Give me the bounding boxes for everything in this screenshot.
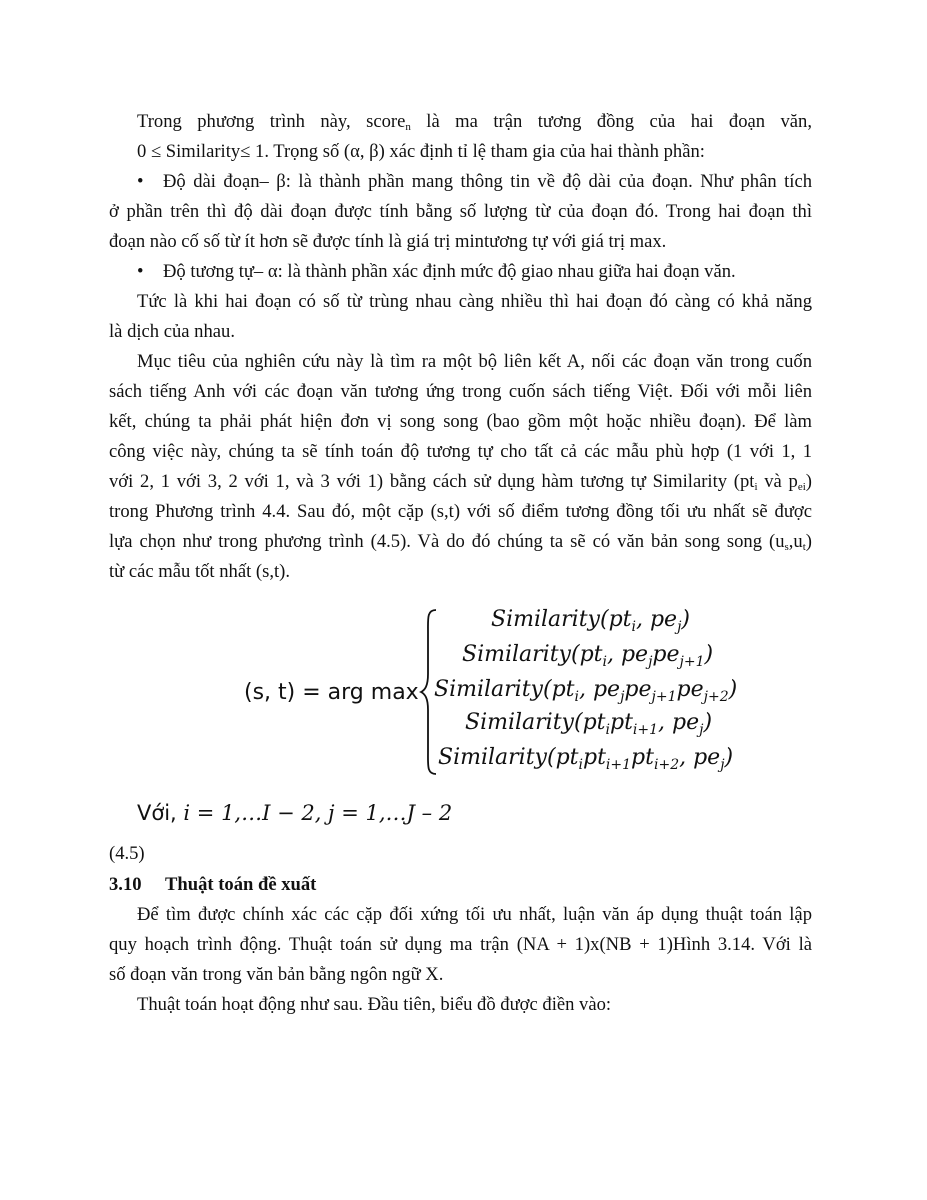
equation-case-2: $Similarity(pt_i$, $pe_jpe_{j+1}$) (462, 642, 714, 670)
equation-case-4: $Similarity(pt_ipt_{i+1}$, $pe_j$) (465, 710, 713, 738)
left-brace-icon (419, 608, 439, 776)
paragraph-3-line-5: với 2, 1 với 3, 2 với 1, và 3 với 1) bằng cách sử dụng hàm tương tự Similarity ($pt_i$ và $p_{ei}$) (109, 471, 812, 493)
paragraph-2-line-2: là dịch của nhau. (109, 321, 235, 342)
paragraph-3-line-4: công việc này, chúng ta sẽ tính toán độ tương tự cho tất cả các mẫu phù hợp (1 với 1, 1 (109, 441, 812, 462)
bullet-2-line-1: • Độ tương tự– α: là thành phần xác định mức độ giao nhau giữa hai đoạn văn. (137, 261, 736, 282)
equation-case-1: $Similarity(pt_i$, $pe_j$) (491, 607, 691, 635)
equation-case-5: $Similarity(pt_ipt_{i+1}pt_{i+2}$, $pe_j$) (438, 745, 734, 773)
paragraph-3-line-1: Mục tiêu của nghiên cứu này là tìm ra một bộ liên kết A, nối các đoạn văn trong cuốn (137, 351, 812, 372)
section-title: Thuật toán đề xuất (165, 874, 317, 895)
paragraph-5-line-1: Thuật toán hoạt động như sau. Đầu tiên, biểu đồ được điền vào: (137, 994, 612, 1015)
paragraph-4-line-1: Để tìm được chính xác các cặp đối xứng tối ưu nhất, luận văn áp dụng thuật toán lập (137, 904, 812, 925)
bullet-icon: • (137, 171, 144, 192)
bullet-1-line-2: ở phần trên thì độ dài đoạn được tính bằng số lượng từ của đoạn đó. Trong hai đoạn thì (109, 201, 812, 222)
section-heading (109, 873, 812, 897)
paragraph-3-line-7: lựa chọn như trong phương trình (4.5). Và do đó chúng ta sẽ có văn bản song song $(u_s,u_t)$ (109, 531, 812, 553)
paragraph-1-line-1: Trong phương trình này, score$_n$ là ma trận tương đồng của hai đoạn văn, (137, 111, 812, 133)
paragraph-1-line-2: 0 ≤ Similarity≤ 1. Trọng số (α, β) xác định tỉ lệ tham gia của hai thành phần: (137, 141, 705, 162)
equation-lhs: (s, t) = arg max (244, 680, 419, 705)
equation-case-3: $Similarity(pt_i$, $pe_jpe_{j+1}pe_{j+2}$) (434, 677, 738, 705)
equation-condition: Với, i = 1,…I − 2, j = 1,…J – 2 (137, 801, 453, 825)
equation-number: (4.5) (109, 843, 145, 864)
paragraph-3-line-6: trong Phương trình 4.4. Sau đó, một cặp (s,t) với số điểm tương đồng tối ưu nhất sẽ được (109, 501, 812, 522)
paragraph-4-line-3: số đoạn văn trong văn bản bằng ngôn ngữ X. (109, 964, 444, 985)
paragraph-2-line-1: Tức là khi hai đoạn có số từ trùng nhau càng nhiều thì hai đoạn đó càng có khả năng (137, 291, 812, 312)
paragraph-3-line-8: từ các mẫu tốt nhất (s,t). (109, 561, 290, 582)
bullet-1-line-1: • Độ dài đoạn– β: là thành phần mang thông tin về độ dài của đoạn. Như phân tích (137, 171, 812, 192)
bullet-icon: • (137, 261, 144, 282)
paragraph-4-line-2: quy hoạch trình động. Thuật toán sử dụng ma trận (NA + 1)x(NB + 1)Hình 3.14. Với là (109, 934, 812, 955)
section-number: 3.10 (109, 874, 142, 895)
bullet-1-line-3: đoạn nào cố số từ ít hơn sẽ được tính là giá trị mintương tự với giá trị max. (109, 231, 667, 252)
paragraph-3-line-3: kết, chúng ta phải phát hiện đơn vị song song (bao gồm một hoặc nhiều đoạn). Để làm (109, 411, 812, 432)
paragraph-3-line-2: sách tiếng Anh với các đoạn văn tương ứng trong cuốn sách tiếng Việt. Đối với mỗi liên (109, 381, 812, 402)
